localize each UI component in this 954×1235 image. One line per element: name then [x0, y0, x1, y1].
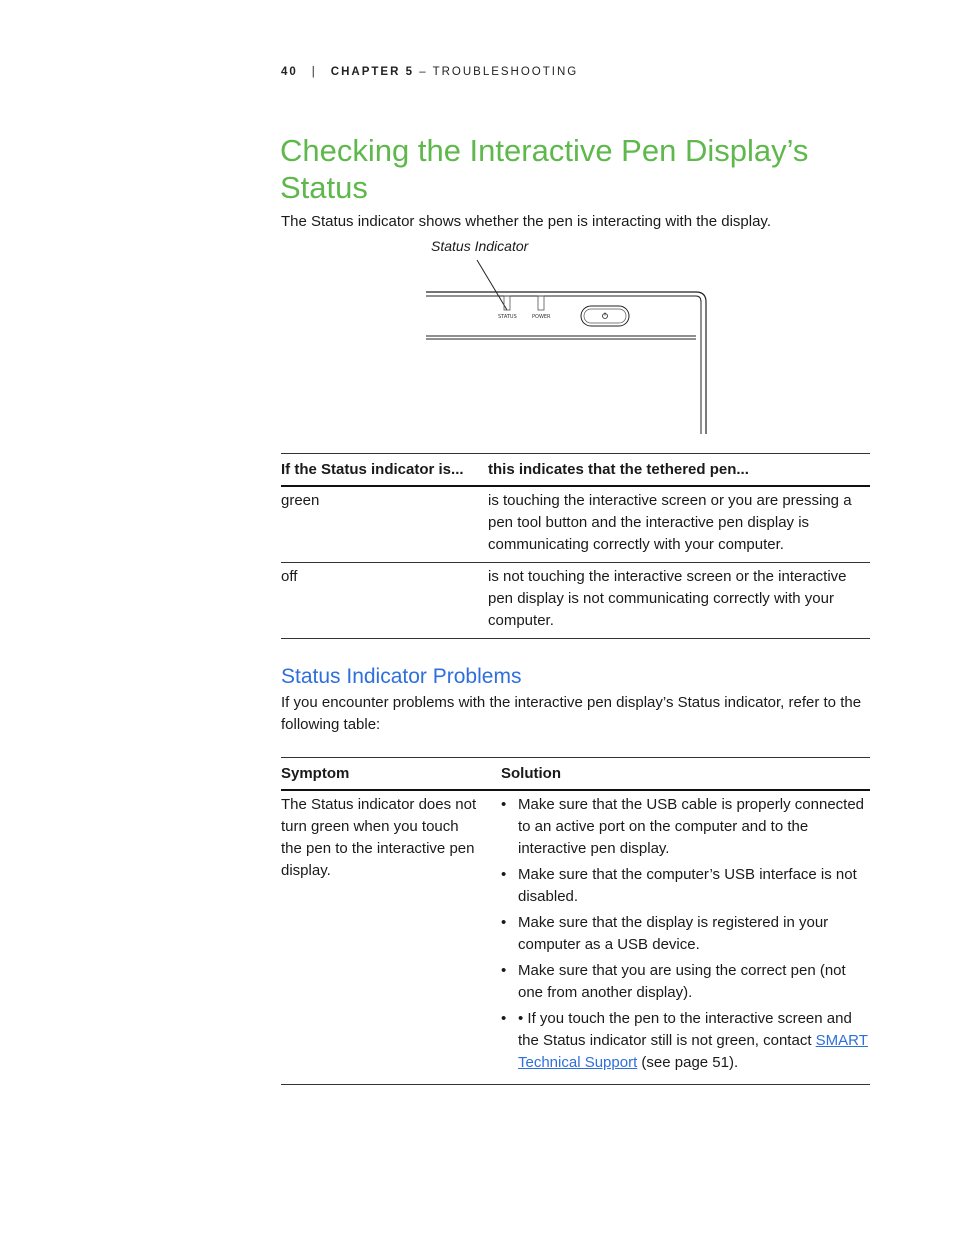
list-item: • Make sure that the USB cable is properly connected to an active port on the computer and to the interactive pen display.	[501, 794, 870, 860]
page-title: Checking the Interactive Pen Display’s Status	[280, 133, 809, 205]
list-item: • Make sure that the computer’s USB interface is not disabled.	[501, 864, 870, 908]
status-table-header-indicator: If the Status indicator is...	[281, 460, 464, 478]
chapter-label: CHAPTER 5	[330, 66, 414, 78]
section-heading: Status Indicator Problems	[281, 665, 522, 688]
list-item: • Make sure that the display is registered in your computer as a USB device.	[501, 912, 870, 956]
solution-list	[501, 794, 870, 1074]
running-header	[281, 66, 578, 78]
solution-cell	[501, 790, 870, 1085]
problems-table-header	[281, 758, 870, 791]
smart-support-link[interactable]: SMART Technical Support	[518, 1032, 868, 1071]
display-bezel-illustration	[420, 250, 720, 440]
problems-header-solution: Solution	[501, 764, 561, 782]
power-led-label: POWER	[532, 314, 551, 320]
status-indicator-figure	[420, 250, 720, 445]
solution-text: • If you touch the pen to the interactive screen and the Status indicator still is not green, contact	[518, 1010, 852, 1049]
status-value: off	[281, 568, 298, 585]
section-intro: If you encounter problems with the interactive pen display’s Status indicator, refer to the following table:	[281, 694, 862, 733]
figure-caption: Status Indicator	[431, 238, 529, 254]
problems-header-symptom: Symptom	[281, 764, 350, 782]
status-meaning: is not touching the interactive screen or the interactive pen display is not communicating correctly with your computer.	[488, 568, 847, 629]
power-led	[538, 296, 544, 310]
list-item: • Make sure that you are using the correct pen (not one from another display).	[501, 960, 870, 1004]
page-number: 40	[281, 66, 298, 78]
problems-table	[281, 757, 870, 1085]
status-table-header-meaning: this indicates that the tethered pen...	[488, 460, 749, 478]
status-table	[281, 453, 870, 639]
status-led	[504, 296, 510, 310]
table-row	[281, 790, 870, 1085]
intro-paragraph: The Status indicator shows whether the pen is interacting with the display.	[281, 213, 771, 230]
header-separator: |	[311, 66, 317, 78]
symptom-cell: The Status indicator does not turn green when you touch the pen to the interactive pen display.	[281, 796, 477, 879]
status-led-label: STATUS	[498, 314, 517, 320]
table-row	[281, 563, 870, 639]
chapter-title: – TROUBLESHOOTING	[419, 66, 579, 78]
status-meaning: is touching the interactive screen or you are pressing a pen tool button and the interactive pen display is communicating correctly with your computer.	[488, 492, 852, 553]
status-value: green	[281, 492, 320, 509]
status-table-header	[281, 454, 870, 487]
link-suffix: (see page 51).	[637, 1054, 739, 1071]
table-row	[281, 486, 870, 563]
list-item	[501, 1008, 870, 1074]
